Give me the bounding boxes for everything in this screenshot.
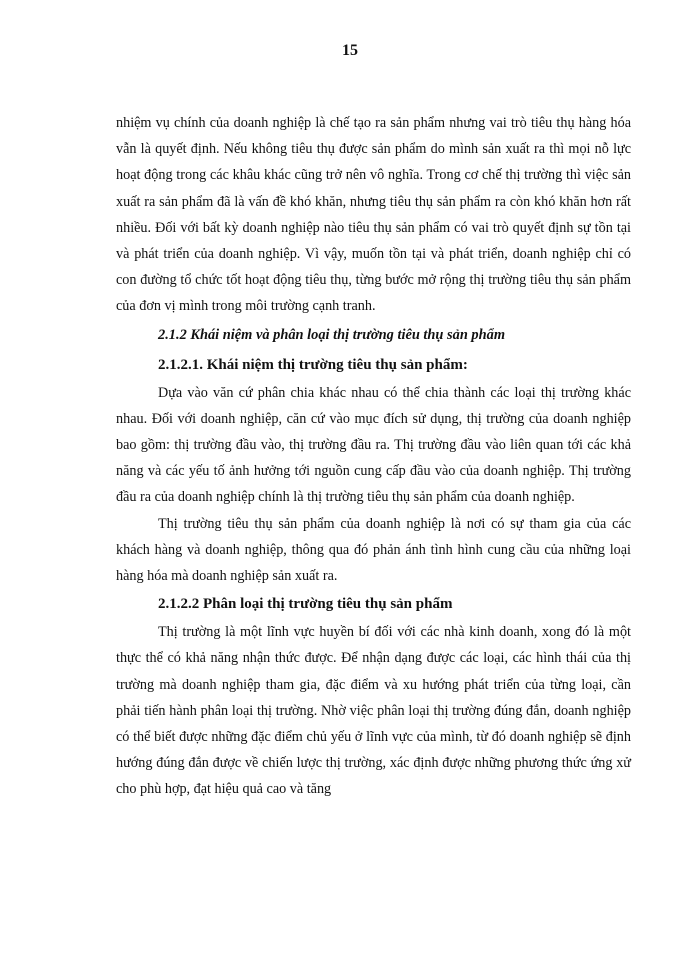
body-paragraph: Thị trường tiêu thụ sản phẩm của doanh nghiệp là nơi có sự tham gia của các khách hàng và doanh nghiệp, thông qua đó phản ánh tình hình cung cầu của những loại hàng hóa mà doanh nghiệp sản xuất ra. bbox=[116, 515, 631, 585]
document-body bbox=[116, 110, 631, 803]
body-paragraph: Dựa vào văn cứ phân chia khác nhau có thể chia thành các loại thị trường khác nhau. Đối với doanh nghiệp, căn cứ vào mục đích sử dụng, thị trường của doanh nghiệp bao gồm: thị trường đầu vào, thị trường đầu ra. Thị trường đầu vào liên quan tới các khả năng và các yếu tố ảnh hưởng tới nguồn cung cấp đầu vào của doanh nghiệp. Thị trường đầu ra của doanh nghiệp chính là thị trường tiêu thụ sản phẩm của doanh nghiệp. bbox=[116, 384, 631, 506]
section-heading: 2.1.2 Khái niệm và phân loại thị trường tiêu thụ sản phẩm bbox=[158, 326, 506, 343]
page-number: 15 bbox=[342, 42, 358, 59]
body-paragraph: Thị trường là một lĩnh vực huyền bí đối với các nhà kinh doanh, xong đó là một thực thể có khả năng nhận thức được. Để nhận dạng được các loại, các hình thái của thị trường mà doanh nghiệp tham gia, đặc điểm và xu hướng phát triển của từng loại, cần phải tiến hành phân loại thị trường. Nhờ việc phân loại thị trường đúng đắn, doanh nghiệp có thể biết được những đặc điểm chủ yếu ở lĩnh vực của mình, từ đó doanh nghiệp sẽ định hướng đúng đắn được về chiến lược thị trường, xác định được những phương thức ứng xử cho phù hợp, đạt hiệu quả cao và tăng bbox=[116, 624, 631, 798]
subsection-heading: 2.1.2.1. Khái niệm thị trường tiêu thụ sản phẩm: bbox=[158, 356, 468, 373]
body-paragraph: nhiệm vụ chính của doanh nghiệp là chế tạo ra sản phẩm nhưng vai trò tiêu thụ hàng hóa vẫn là quyết định. Nếu không tiêu thụ được sản phẩm do mình sản xuất ra thì mọi nỗ lực hoạt động trong các khâu khác cũng trở nên vô nghĩa. Trong cơ chế thị trường thì việc sản xuất ra sản phẩm đã là vấn đề khó khăn, nhưng tiêu thụ sản phẩm ra còn khó khăn hơn rất nhiều. Đối với bất kỳ doanh nghiệp nào tiêu thụ sản phẩm có vai trò quyết định sự tồn tại và phát triển của doanh nghiệp. Vì vậy, muốn tồn tại và phát triển, doanh nghiệp chỉ có con đường tổ chức tốt hoạt động tiêu thụ, từng bước mở rộng thị trường tiêu thụ sản phẩm của đơn vị mình trong môi trường cạnh tranh. bbox=[116, 115, 631, 315]
subsection-heading: 2.1.2.2 Phân loại thị trường tiêu thụ sản phẩm bbox=[158, 596, 453, 613]
